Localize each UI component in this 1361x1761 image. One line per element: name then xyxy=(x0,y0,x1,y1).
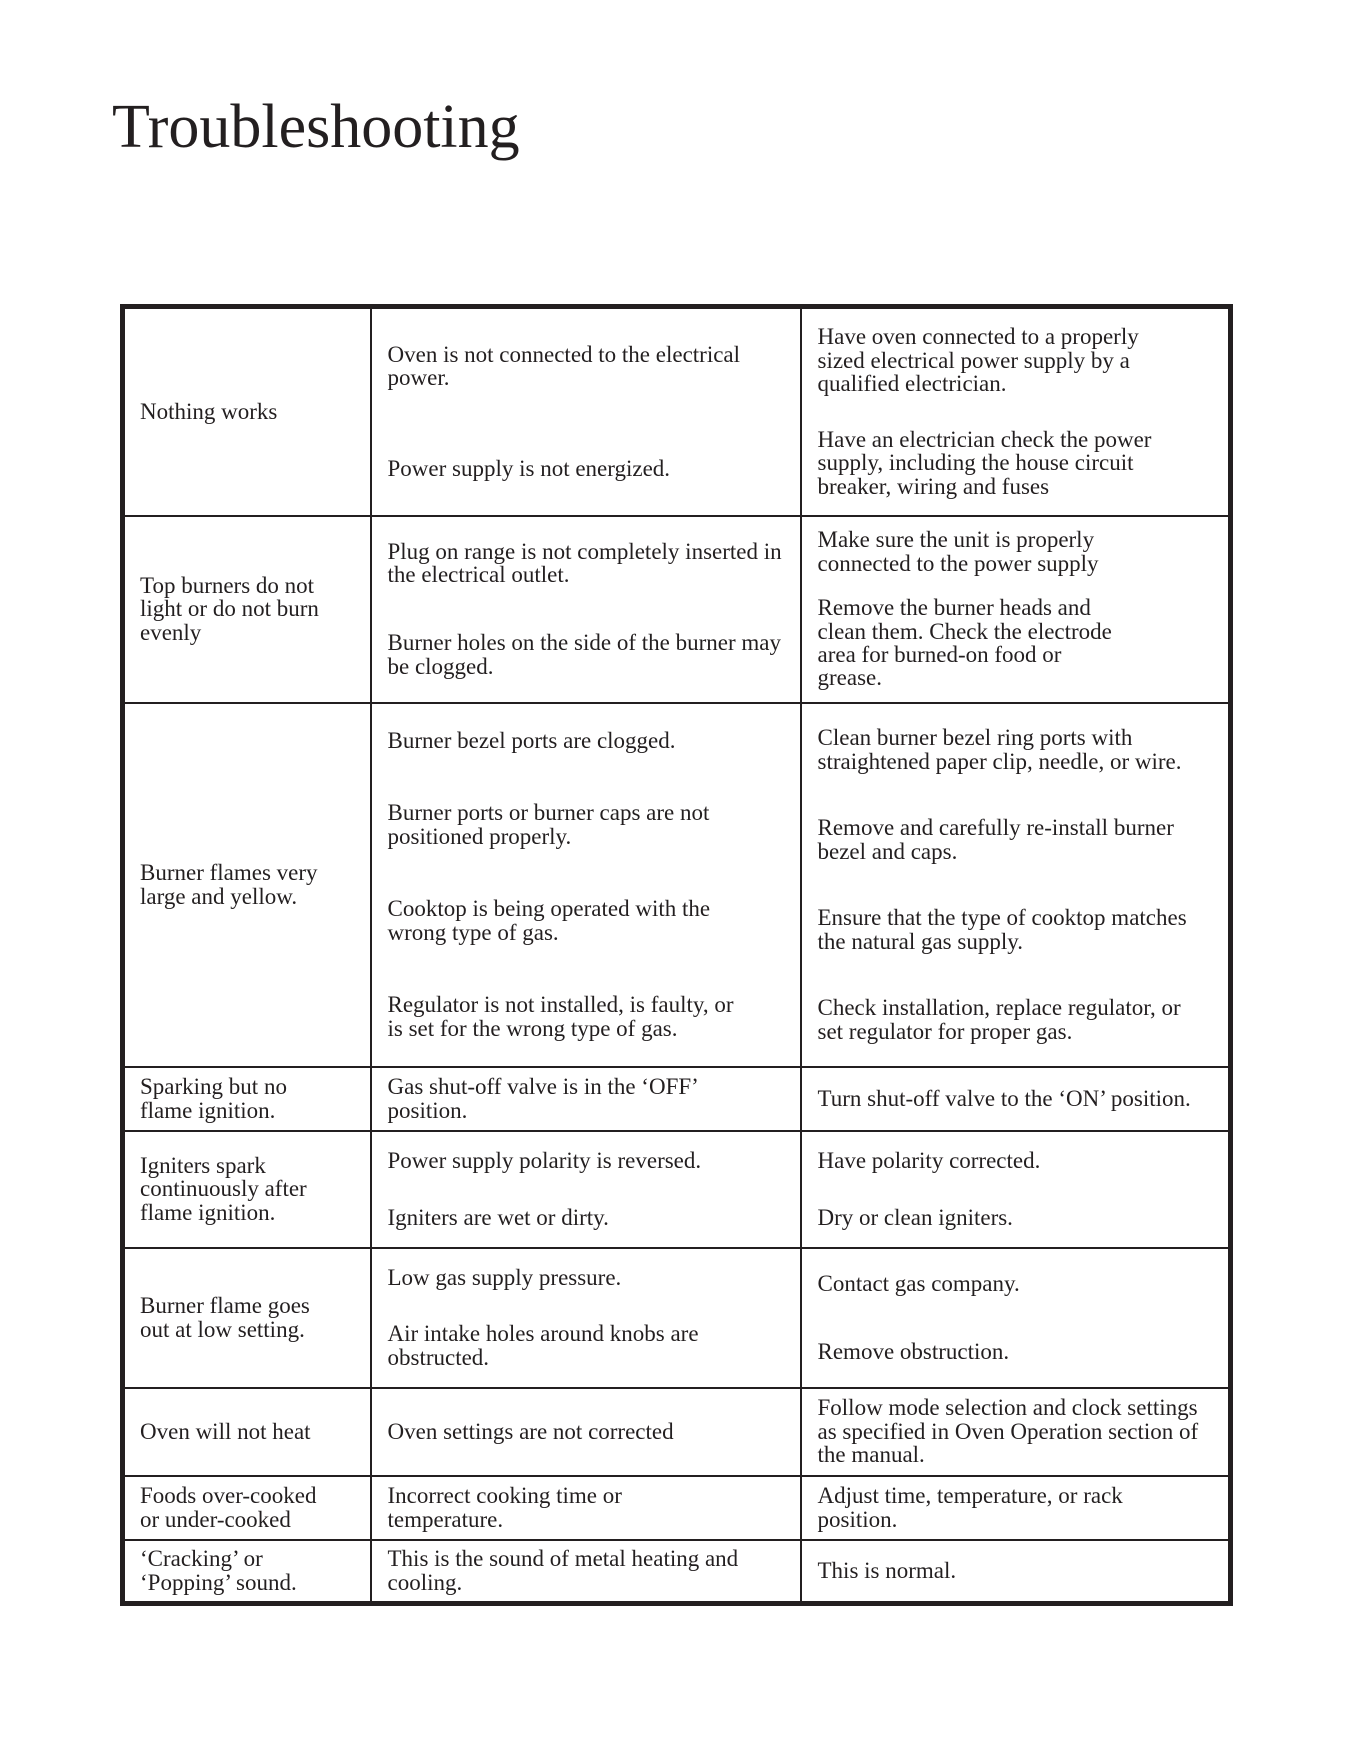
fix-text: Remove and carefully re-install burner bezel and caps. xyxy=(817,815,1174,864)
problem-text: Igniters spark continuously after flame ignition. xyxy=(140,1152,307,1225)
problem-text: Burner flames very large and yellow. xyxy=(140,860,318,909)
fix-cell xyxy=(801,1388,1231,1476)
problem-cell xyxy=(123,516,371,703)
cause-cell xyxy=(371,307,801,516)
problem-cell xyxy=(123,307,371,516)
fix-text: Have polarity corrected. xyxy=(817,1148,1041,1174)
fix-text: Make sure the unit is properly connected to the power supply xyxy=(817,527,1099,576)
cause-cell xyxy=(371,703,801,1067)
cause-cell xyxy=(371,1131,801,1248)
fix-text: Remove the burner heads and clean them. Check the electrode area for burned-on food or grease. xyxy=(817,595,1112,691)
table-row xyxy=(123,1131,1231,1248)
problem-text: Top burners do not light or do not burn evenly xyxy=(140,572,319,645)
cause-text: Power supply polarity is reversed. xyxy=(387,1148,702,1174)
cause-text: Oven settings are not corrected xyxy=(387,1418,674,1444)
cause-text: Cooktop is being operated with the wrong type of gas. xyxy=(387,896,711,945)
cause-text: Regulator is not installed, is faulty, or is set for the wrong type of gas. xyxy=(387,992,734,1041)
cause-text: Low gas supply pressure. xyxy=(387,1264,622,1290)
fix-cell xyxy=(801,1540,1231,1604)
cause-text: Plug on range is not completely inserted in the electrical outlet. xyxy=(387,538,782,588)
cause-text: Burner ports or burner caps are not positioned properly. xyxy=(387,800,710,849)
cause-cell xyxy=(371,1540,801,1604)
cause-text: Power supply is not energized. xyxy=(387,456,671,482)
fix-text: Have an electrician check the power supply, including the house circuit breaker, wiring and fuses xyxy=(817,426,1152,499)
table-row xyxy=(123,703,1231,1067)
problem-text: Foods over-cooked or under-cooked xyxy=(140,1483,317,1532)
problem-text: ‘Cracking’ or ‘Popping’ sound. xyxy=(140,1546,297,1595)
problem-cell xyxy=(123,1131,371,1248)
fix-text: Follow mode selection and clock settings as specified in Oven Operation section of the manual. xyxy=(817,1395,1199,1468)
table-row xyxy=(123,1388,1231,1476)
cause-cell xyxy=(371,1248,801,1388)
problem-cell xyxy=(123,1476,371,1540)
problem-cell xyxy=(123,1248,371,1388)
fix-cell xyxy=(801,1131,1231,1248)
cause-text: Burner holes on the side of the burner may be clogged. xyxy=(387,630,781,679)
table-row xyxy=(123,307,1231,516)
problem-text: Nothing works xyxy=(140,399,278,425)
problem-cell xyxy=(123,703,371,1067)
fix-text: Check installation, replace regulator, or set regulator for proper gas. xyxy=(817,995,1181,1044)
problem-text: Burner flame goes out at low setting. xyxy=(140,1293,310,1342)
page-title: Troubleshooting xyxy=(112,93,520,161)
table-row xyxy=(123,1067,1231,1131)
cause-cell xyxy=(371,516,801,703)
table-row xyxy=(123,516,1231,703)
cause-text: Burner bezel ports are clogged. xyxy=(387,727,676,753)
cause-cell xyxy=(371,1388,801,1476)
cause-text: Incorrect cooking time or temperature. xyxy=(387,1483,622,1532)
fix-text: Have oven connected to a properly sized electrical power supply by a qualified electrician. xyxy=(817,324,1139,397)
fix-text: This is normal. xyxy=(817,1558,957,1584)
problem-cell xyxy=(123,1388,371,1476)
cause-cell xyxy=(371,1476,801,1540)
table-body xyxy=(123,307,1231,1604)
fix-text: Remove obstruction. xyxy=(817,1338,1010,1364)
cause-text: Igniters are wet or dirty. xyxy=(387,1204,609,1230)
fix-text: Contact gas company. xyxy=(817,1270,1020,1296)
cause-text: This is the sound of metal heating and cooling. xyxy=(387,1546,739,1595)
table-row xyxy=(123,1248,1231,1388)
fix-cell xyxy=(801,1476,1231,1540)
problem-cell xyxy=(123,1540,371,1604)
fix-text: Clean burner bezel ring ports with straightened paper clip, needle, or wire. xyxy=(817,725,1182,774)
problem-cell xyxy=(123,1067,371,1131)
cause-text: Air intake holes around knobs are obstructed. xyxy=(387,1321,699,1370)
fix-cell xyxy=(801,516,1231,703)
fix-text: Ensure that the type of cooktop matches the natural gas supply. xyxy=(817,905,1187,954)
fix-cell xyxy=(801,1067,1231,1131)
cause-cell xyxy=(371,1067,801,1131)
troubleshooting-table xyxy=(120,304,1233,1606)
fix-text: Turn shut-off valve to the ‘ON’ position. xyxy=(817,1085,1191,1111)
cause-text: Oven is not connected to the electrical power. xyxy=(387,341,741,391)
problem-text: Oven will not heat xyxy=(140,1418,311,1444)
table-row xyxy=(123,1476,1231,1540)
fix-cell xyxy=(801,703,1231,1067)
fix-cell xyxy=(801,307,1231,516)
fix-cell xyxy=(801,1248,1231,1388)
table-row xyxy=(123,1540,1231,1604)
cause-text: Gas shut-off valve is in the ‘OFF’ position. xyxy=(387,1074,698,1123)
fix-text: Dry or clean igniters. xyxy=(817,1204,1013,1230)
fix-text: Adjust time, temperature, or rack position. xyxy=(817,1483,1123,1532)
problem-text: Sparking but no flame ignition. xyxy=(140,1074,287,1123)
